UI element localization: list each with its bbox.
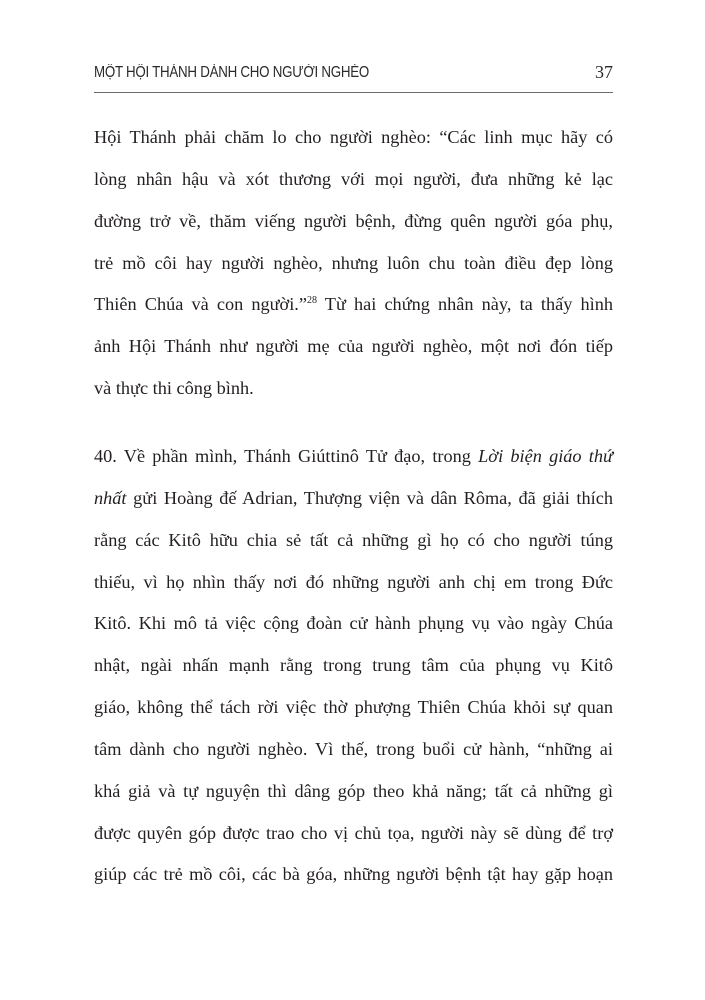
text-line: ảnh Hội Thánh như người mẹ của người nghèo, một nơi đón tiếp xyxy=(94,336,613,357)
text-line: giúp các trẻ mồ côi, các bà góa, những người bệnh tật hay gặp hoạn xyxy=(94,864,613,885)
text-line: lòng nhân hậu và xót thương với mọi người, đưa những kẻ lạc xyxy=(94,168,613,189)
paragraph-40 xyxy=(94,436,613,896)
text-line: Hội Thánh phải chăm lo cho người nghèo: “Các linh mục hãy có xyxy=(94,127,613,147)
text-line: được quyên góp được trao cho vị chủ tọa, người này sẽ dùng để trợ xyxy=(94,822,613,843)
text-line xyxy=(94,478,613,520)
text-line: trẻ mồ côi hay người nghèo, nhưng luôn chu toàn điều đẹp lòng xyxy=(94,252,613,273)
text-line: thiếu, vì họ nhìn thấy nơi đó những người anh chị em trong Đức xyxy=(94,571,613,592)
text-run: Từ hai chứng nhân này, ta thấy hình xyxy=(317,294,613,315)
text-line: nhật, ngài nhấn mạnh rằng trong trung tâm của phụng vụ Kitô xyxy=(94,655,613,676)
text-line: rằng các Kitô hữu chia sẻ tất cả những gì họ có cho người túng xyxy=(94,529,613,550)
text-line: Kitô. Khi mô tả việc cộng đoàn cử hành phụng vụ vào ngày Chúa xyxy=(94,613,613,634)
text-line: tâm dành cho người nghèo. Vì thế, trong buổi cử hành, “những ai xyxy=(94,738,613,759)
text-line: và thực thi công bình. xyxy=(94,378,254,399)
running-header xyxy=(94,62,613,93)
text-run: gửi Hoàng đế Adrian, Thượng viện và dân Rôma, đã giải thích xyxy=(126,487,613,508)
running-title: MỘT HỘI THÁNH DÀNH CHO NGƯỜI NGHÈO xyxy=(94,64,369,81)
text-line xyxy=(94,436,613,478)
text-run: 40. Về phần mình, Thánh Giúttinô Tử đạo, trong xyxy=(94,446,479,466)
text-line: đường trở về, thăm viếng người bệnh, đừng quên người góa phụ, xyxy=(94,210,613,231)
footnote-ref[interactable]: 28 xyxy=(307,295,317,307)
book-title-italic: Lời biện giáo thứ xyxy=(478,446,613,466)
text-line: khá giả và tự nguyện thì dâng góp theo khả năng; tất cả những gì xyxy=(94,780,613,801)
paragraph-continued xyxy=(94,117,613,410)
text-run: Thiên Chúa và con người.” xyxy=(94,294,307,315)
text-line xyxy=(94,284,613,326)
page-number: 37 xyxy=(595,62,613,82)
text-line: giáo, không thể tách rời việc thờ phượng Thiên Chúa khỏi sự quan xyxy=(94,697,613,718)
book-title-italic: nhất xyxy=(94,487,127,508)
